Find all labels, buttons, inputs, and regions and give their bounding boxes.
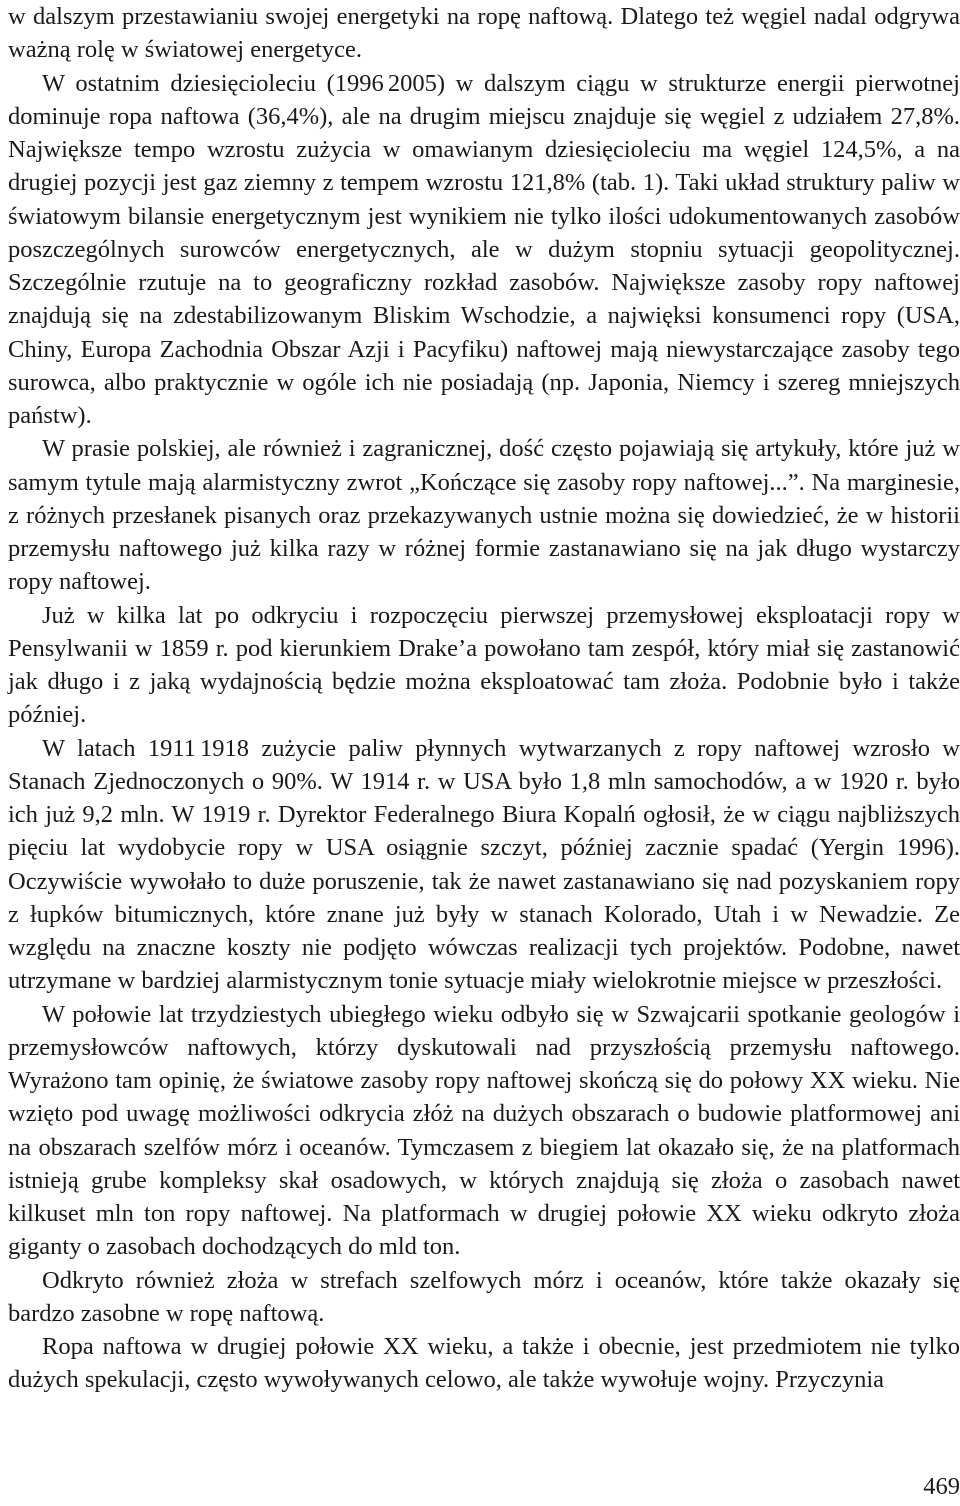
paragraph: Ropa naftowa w drugiej połowie XX wieku, a także i obecnie, jest przedmiotem nie tylko dużych spekulacji, często wywoływanych celowo, ale także wywołuje wojny. Przyczynia [8, 1333, 960, 1394]
paragraph: W ostatnim dziesięcioleciu (1996 2005) w dalszym ciągu w strukturze energii pierwotnej dominuje ropa naftowa (36,4%), ale na drugim miejscu znajduje się węgiel z udziałem 27,8%. Największe tempo wzrostu zużycia w omawianym dziesięcioleciu ma węgiel 124,5%, a na drugiej pozycji jest gaz ziemny z tempem wzrostu 121,8% (tab. 1). Taki układ struktury paliw w światowym bilansie energetycznym jest wynikiem nie tylko ilości udokumentowanych zasobów poszczególnych surowców energetycznych, ale w dużym stopniu sytuacji geopolitycznej. Szczególnie rzutuje na to geograficzny rozkład zasobów. Największe zasoby ropy naftowej znajdują się na zdestabilizowanym Bliskim Wschodzie, a najwięksi konsumenci ropy (USA, Chiny, Europa Zachodnia Obszar Azji i Pacyfiku) naftowej mają niewystarczające zasoby tego surowca, albo praktycznie w ogóle ich nie posiadają (np. Japonia, Niemcy i szereg mniejszych państw). [8, 69, 960, 429]
paragraph: W połowie lat trzydziestych ubiegłego wieku odbyło się w Szwajcarii spotkanie geologów i przemysłowców naftowych, którzy dyskutowali nad przyszłością przemysłu naftowego. Wyrażono tam opinię, że światowe zasoby ropy naftowej skończą się do połowy XX wieku. Nie wzięto pod uwagę możliwości odkrycia złóż na dużych obszarach o budowie platformowej ani na obszarach szelfów mórz i oceanów. Tymczasem z biegiem lat okazało się, że na platformach istnieją grube kompleksy skał osadowych, w których znajdują się złoża o zasobach nawet kilkuset mln ton ropy naftowej. Na platformach w drugiej połowie XX wieku odkryto złoża giganty o zasobach dochodzących do mld ton. [8, 1000, 960, 1261]
paragraph: Odkryto również złoża w strefach szelfowych mórz i oceanów, które także okazały się bardzo zasobne w ropę naftową. [8, 1266, 960, 1327]
paragraph-continued: w dalszym przestawianiu swojej energetyki na ropę naftową. Dlatego też węgiel nadal odgrywa ważną rolę w światowej energetyce. [8, 3, 960, 64]
page-number: 469 [923, 1473, 960, 1500]
paragraph: W latach 1911 1918 zużycie paliw płynnych wytwarzanych z ropy naftowej wzrosło w Stanach Zjednoczonych o 90%. W 1914 r. w USA było 1,8 mln samochodów, a w 1920 r. było ich już 9,2 mln. W 1919 r. Dyrektor Federalnego Biura Kopalń ogłosił, że w ciągu najbliższych pięciu lat wydobycie ropy w USA osiągnie szczyt, później zacznie spadać (Yergin 1996). Oczywiście wywołało to duże poruszenie, tak że nawet zastanawiano się nad pozyskaniem ropy z łupków bitumicznych, które znane już były w stanach Kolorado, Utah i w Newadzie. Ze względu na znaczne koszty nie podjęto wówczas realizacji tych projektów. Podobne, nawet utrzymane w bardziej alarmistycznym tonie sytuacje miały wielokrotnie miejsce w przeszłości. [8, 734, 960, 995]
document-body [8, 0, 960, 1397]
paragraph: Już w kilka lat po odkryciu i rozpoczęciu pierwszej przemysłowej eksploatacji ropy w Pensylwanii w 1859 r. pod kierunkiem Drake’a powołano tam zespół, który miał się zastanowić jak długo i z jaką wydajnością będzie można eksploatować tam złoża. Podobnie było i także później. [8, 601, 960, 729]
paragraph: W prasie polskiej, ale również i zagranicznej, dość często pojawiają się artykuły, które już w samym tytule mają alarmistyczny zwrot „Kończące się zasoby ropy naftowej...”. Na marginesie, z różnych przesłanek pisanych oraz przekazywanych ustnie można się dowiedzieć, że w historii przemysłu naftowego już kilka razy w różnej formie zastanawiano się na jak długo wystarczy ropy naftowej. [8, 435, 960, 596]
document-page [8, 0, 960, 1506]
